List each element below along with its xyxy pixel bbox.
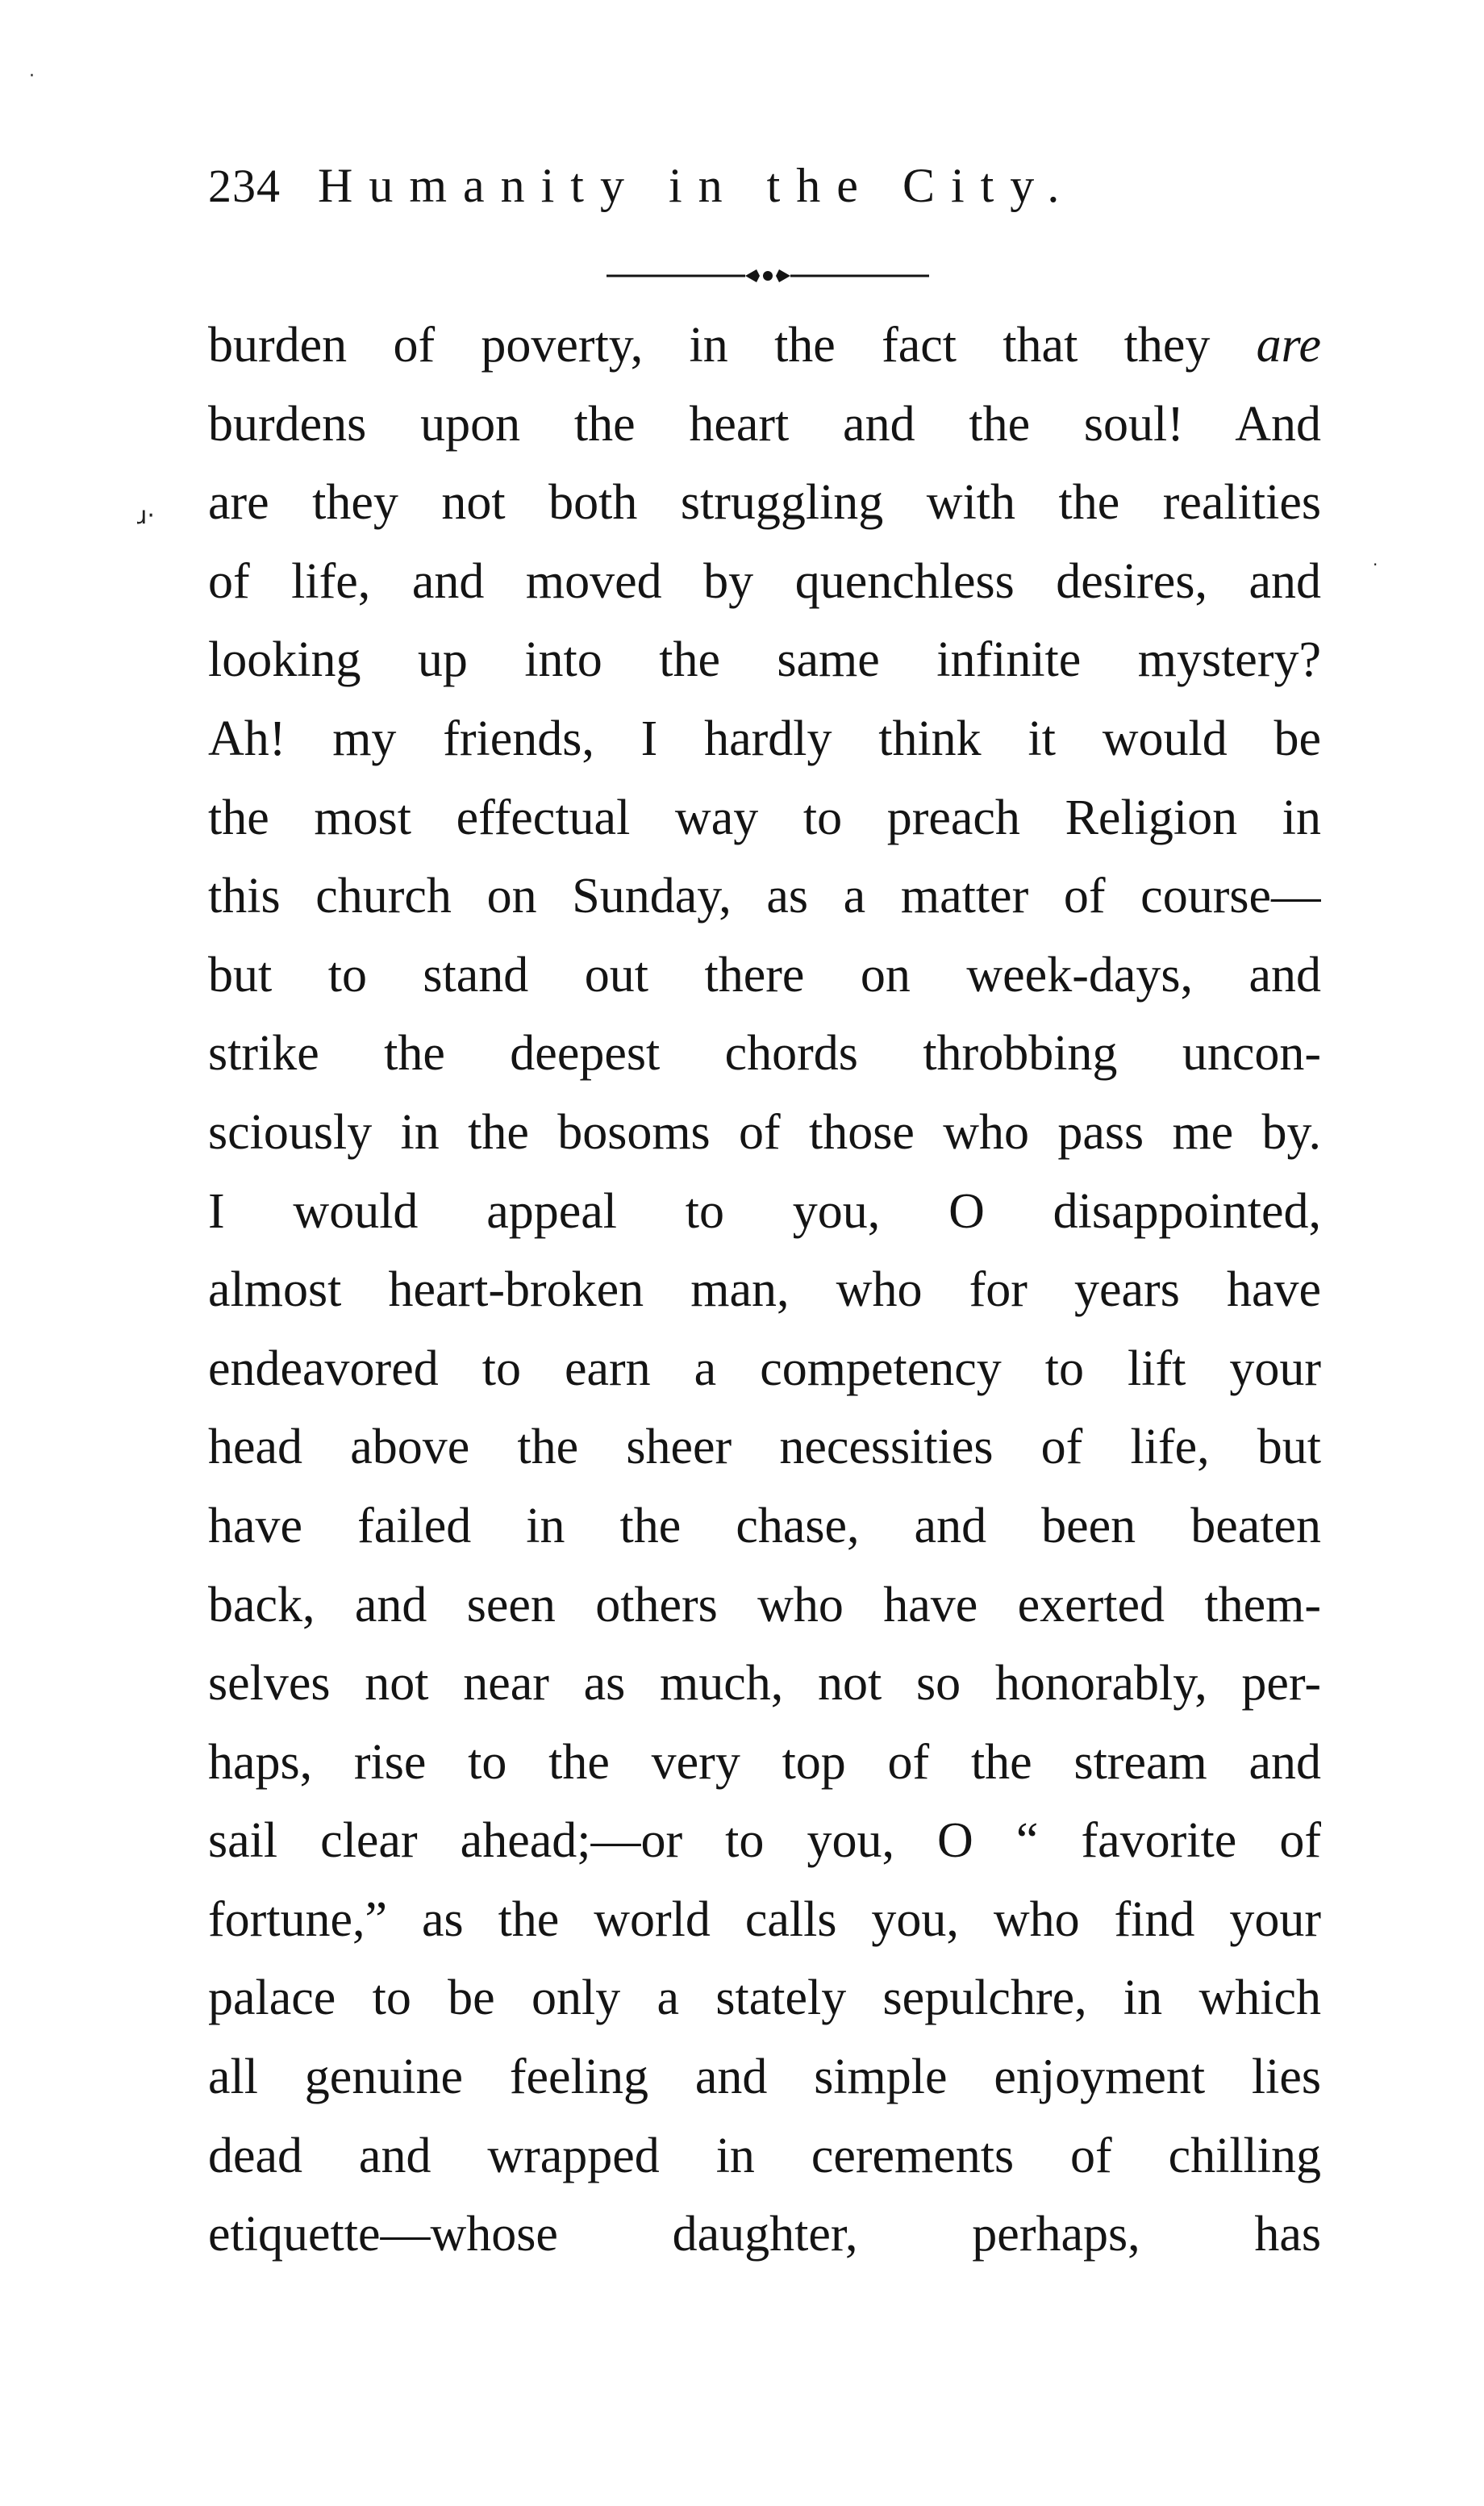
margin-speck: · [29,66,35,86]
running-title: Humanity in the City. [318,159,1076,212]
text-line: endeavored to earn a competency to lift your [208,1341,1321,1396]
italic-word: are [1256,318,1321,373]
text-line: sciously in the bosoms of those who pass me by. [208,1104,1321,1160]
text-line: this church on Sunday, as a matter of course— [208,869,1321,924]
text-line: head above the sheer necessities of life, but [208,1420,1321,1475]
ornamental-rule [607,260,929,292]
text-line: selves not near as much, not so honorably, per- [208,1656,1321,1712]
text-line: Ah! my friends, I hardly think it would be [208,711,1321,766]
text-line: I would appeal to you, O disappointed, [208,1183,1321,1239]
text-line: dead and wrapped in cerements of chilling [208,2128,1321,2183]
text-line: all genuine feeling and simple enjoyment lies [208,2049,1321,2105]
text-line: but to stand out there on week-days, and [208,947,1321,1003]
body-text [208,306,1321,2275]
text-line: back, and seen others who have exerted them- [208,1577,1321,1632]
text-line: burdens upon the heart and the soul! And [208,396,1321,452]
text-line: strike the deepest chords throbbing uncon- [208,1026,1321,1082]
running-header [208,153,1353,218]
page-number: 234 [208,160,281,212]
text-line: the most effectual way to preach Religion in [208,790,1321,845]
text-line: haps, rise to the very top of the stream and [208,1734,1321,1790]
text-line: fortune,” as the world calls you, who find your [208,1891,1321,1947]
text-line: palace to be only a stately sepulchre, in which [208,1970,1321,2026]
margin-speck: · [1373,555,1378,574]
text-line: almost heart-broken man, who for years have [208,1262,1321,1318]
text-line: etiquette—whose daughter, perhaps, has [208,2207,1321,2262]
margin-speck: ɹ· [137,502,155,530]
text-line: sail clear ahead;—or to you, O “ favorite of [208,1813,1321,1869]
text-line: have failed in the chase, and been beaten [208,1498,1321,1553]
text-line: burden of poverty, in the fact that they are [208,318,1321,373]
text-line: looking up into the same infinite mystery? [208,632,1321,688]
text-line: of life, and moved by quenchless desires, and [208,553,1321,609]
text-line: are they not both struggling with the realities [208,475,1321,531]
